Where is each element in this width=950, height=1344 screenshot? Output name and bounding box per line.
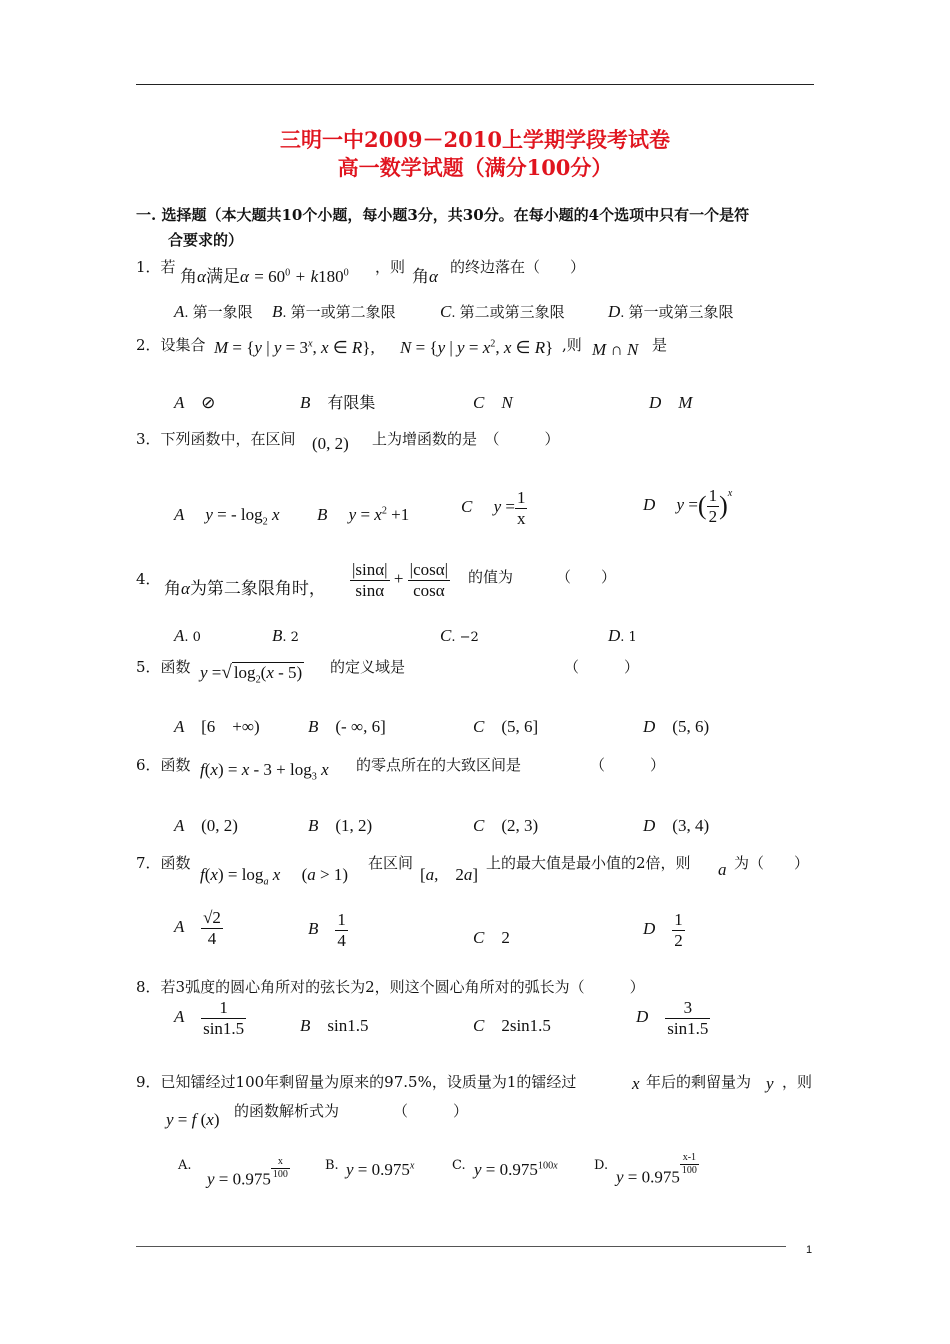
q4-post: 的值为 — [468, 568, 514, 586]
option-label: B — [272, 626, 283, 645]
q4-option-c: C. −2 — [440, 626, 479, 645]
option-label: B — [308, 816, 319, 835]
q9-option-a — [178, 1158, 192, 1173]
q7-interval: [a, 2a] — [420, 865, 479, 884]
q3-post: 上为增函数的是 （ ） — [372, 430, 560, 448]
q6-option-b — [308, 811, 372, 836]
q3-option-b: B $y = x^2 +1$ — [317, 505, 410, 524]
q4-pre: 角α为第二象限角时， — [164, 579, 326, 599]
option-label: A — [174, 626, 185, 645]
exam-title: 三明一中2009－2010上学期学段考试卷 — [280, 127, 670, 152]
option-label: D. — [594, 1158, 609, 1173]
q6-option-d — [643, 811, 709, 836]
option-label: B. — [325, 1158, 339, 1173]
q6-pre: 函数 — [160, 756, 191, 774]
q6-post: 的零点所在的大致区间是 — [356, 756, 522, 774]
q5-option-b — [308, 712, 386, 737]
q5-post: 的定义域是 — [330, 658, 406, 676]
q1-mid: ，则 — [375, 258, 406, 276]
q1-condition: 角α满足$\alpha = 60^0 + k180^0$ — [180, 267, 349, 287]
option-text: (5, 6] — [501, 717, 539, 736]
q3-option-a: A y = - $\log_2 x$ — [174, 505, 280, 528]
q9-option-b-expr: $y = 0.975^x$ — [346, 1160, 415, 1179]
option-text: (- ∞, 6] — [335, 717, 386, 736]
option-label: A — [174, 1006, 185, 1026]
option-label: A — [174, 505, 185, 524]
option-text: [6 +∞) — [201, 717, 260, 736]
q2-post: 是 — [652, 336, 668, 354]
question-6 — [136, 754, 191, 775]
option-text: 第一或第二象限 — [290, 303, 396, 321]
q2-option-b — [300, 388, 375, 413]
option-text: sin1.5 — [327, 1016, 369, 1035]
option-text: 2sin1.5 — [501, 1016, 551, 1035]
q2-intersection: M ∩ N — [592, 340, 639, 359]
option-label: B — [317, 505, 328, 524]
option-label: C. — [452, 1158, 466, 1173]
option-label: A — [174, 816, 185, 835]
q2-option-c — [473, 388, 513, 413]
option-text: (2, 3) — [501, 816, 539, 835]
question-number: 3． — [136, 430, 161, 448]
q7-post: 为（ ） — [734, 854, 810, 872]
option-text: 1 — [628, 630, 637, 645]
q4-option-a: A. 0 — [174, 626, 201, 645]
q8-text: 若3弧度的圆心角所对的弦长为2，则这个圆心角所对的弧长为（ ） — [160, 978, 645, 996]
q7-variable-a: a — [718, 860, 727, 879]
q7-mid2: 上的最大值是最小值的2倍，则 — [486, 854, 691, 872]
option-text: N — [501, 393, 513, 412]
question-1 — [136, 256, 176, 277]
q3-option-c: C y = $\frac{1}{x}$ — [461, 488, 526, 528]
option-text: 2 — [290, 630, 299, 645]
q7-option-c — [473, 923, 510, 948]
q6-function: $f(x) = x - 3 + \log_3 x$ — [200, 760, 329, 783]
q6-option-c — [473, 811, 538, 836]
q8-option-a: A $\frac{1}{\sin 1.5}$ — [174, 998, 245, 1038]
option-label: A — [174, 393, 185, 412]
option-label: D — [636, 1006, 649, 1026]
q4-option-d: D. 1 — [608, 626, 637, 645]
option-label: C — [473, 393, 485, 412]
q1-option-d: D. 第一或第三象限 — [608, 302, 734, 321]
q9-option-d — [594, 1158, 608, 1173]
page-number: 1 — [806, 1244, 813, 1256]
option-text: 第一或第三象限 — [628, 303, 734, 321]
option-text: (0, 2) — [201, 816, 238, 835]
q5-option-d — [643, 712, 709, 737]
q6-paren: （ ） — [590, 756, 666, 774]
option-text: 有限集 — [327, 393, 376, 412]
option-label: B — [308, 717, 319, 736]
q7-option-d: D $\frac{1}{2}$ — [643, 910, 683, 950]
option-text: 第二或第三象限 — [459, 303, 565, 321]
option-label: A — [174, 717, 185, 736]
option-label: D — [643, 816, 656, 835]
q2-set-n: N = {y | $y = x^2$, x ∈ R} — [400, 338, 554, 357]
option-label: D — [649, 393, 662, 412]
option-text: −2 — [459, 630, 479, 645]
question-5 — [136, 656, 191, 677]
option-label: B — [300, 1016, 311, 1035]
option-text: (5, 6) — [672, 717, 710, 736]
q7-option-a: A $\frac{√2}{4}$ — [174, 908, 221, 948]
question-number: 9． — [136, 1073, 161, 1091]
option-text: (3, 4) — [672, 816, 710, 835]
q9-line2-post: 的函数解析式为 — [234, 1102, 340, 1120]
option-text: ⊘ — [201, 393, 216, 412]
q9-option-c-expr: $y = 0.975^{100x}$ — [474, 1160, 558, 1179]
q8-option-b — [300, 1011, 368, 1036]
question-8 — [136, 976, 645, 997]
question-number: 4． — [136, 570, 161, 588]
q2-mid: ,则 — [562, 336, 582, 354]
q9-text-b: 年后的剩留量为 — [646, 1073, 752, 1091]
q9-text-a: 已知镭经过100年剩留量为原来的97.5%，设质量为1的镭经过 — [160, 1073, 577, 1091]
q2-set-m: M = {y | $y = 3^x$, x ∈ R}, — [214, 338, 375, 357]
option-label: B — [300, 393, 311, 412]
q7-mid: 在区间 — [368, 854, 414, 872]
q1-pre: 若 — [160, 258, 176, 276]
option-label: B — [308, 918, 319, 938]
q5-option-a — [174, 712, 260, 737]
option-label: C — [473, 928, 485, 947]
q5-pre: 函数 — [160, 658, 191, 676]
q9-function: y = f (x) — [166, 1110, 220, 1129]
option-text: M — [678, 393, 693, 412]
question-3 — [136, 428, 296, 449]
question-number: 6． — [136, 756, 161, 774]
question-number: 8． — [136, 978, 161, 996]
option-label: D — [643, 918, 656, 938]
q9-paren: （ ） — [393, 1102, 469, 1120]
question-number: 7． — [136, 854, 161, 872]
option-label: C — [461, 496, 473, 516]
section-heading: 一. 选择题（本大题共10个小题，每小题3分，共30分。在每小题的4个选项中只有一个是符 — [136, 206, 750, 224]
question-7 — [136, 852, 191, 873]
q9-variable-x: x — [632, 1074, 640, 1093]
q1-post: 的终边落在（ ） — [450, 258, 586, 276]
question-number: 1． — [136, 258, 161, 276]
option-label: D — [608, 626, 621, 645]
option-label: C — [440, 626, 452, 645]
q5-paren: （ ） — [564, 658, 640, 676]
q9-option-b — [325, 1158, 339, 1173]
option-label: A — [174, 916, 185, 936]
question-4 — [136, 568, 161, 589]
q8-option-c — [473, 1011, 551, 1036]
q4-option-b: B. 2 — [272, 626, 299, 645]
q2-pre: 设集合 — [160, 336, 206, 354]
q7-pre: 函数 — [160, 854, 191, 872]
q1-angle: 角α — [412, 267, 438, 287]
option-label: C — [473, 717, 485, 736]
q9-option-c — [452, 1158, 466, 1173]
q7-option-b: B $\frac{1}{4}$ — [308, 910, 346, 950]
exam-subtitle: 高一数学试题（满分100分） — [337, 155, 613, 180]
q2-option-a — [174, 388, 215, 413]
footer-rule — [136, 1246, 786, 1247]
q1-option-a: A. 第一象限 — [174, 302, 253, 321]
option-text: 0 — [192, 630, 201, 645]
option-text: (1, 2) — [335, 816, 373, 835]
q1-option-b: B. 第一或第二象限 — [272, 302, 396, 321]
q3-option-d: D y =( $\frac{1}{2}$ )$^x$ — [643, 486, 733, 526]
option-label: A. — [178, 1158, 192, 1173]
option-label: C — [473, 816, 485, 835]
question-9 — [136, 1071, 576, 1092]
q8-option-d: D $\frac{3}{\sin 1.5}$ — [636, 998, 709, 1038]
option-label: D — [643, 494, 656, 514]
q9-option-a-expr: y = 0.975 $^{\frac{x}{100}}$ — [207, 1156, 288, 1189]
q5-function: y =√ $\log_2(x - 5)$ — [200, 662, 303, 686]
q3-pre: 下列函数中，在区间 — [160, 430, 296, 448]
question-2 — [136, 334, 206, 355]
q7-function: $f(x) = \log_a x$ (a > 1) — [200, 865, 348, 888]
option-label: C — [440, 302, 452, 321]
option-label: B — [272, 302, 283, 321]
option-label: D — [643, 717, 656, 736]
q9-variable-y: y — [766, 1074, 774, 1093]
q9-text-c: ，则 — [782, 1073, 813, 1091]
section-heading-cont: 合要求的） — [168, 231, 244, 249]
option-text: 第一象限 — [192, 303, 253, 321]
option-text: 2 — [501, 928, 510, 947]
header-rule — [136, 84, 814, 85]
q6-option-a — [174, 811, 238, 836]
option-label: C — [473, 1016, 485, 1035]
q5-option-c — [473, 712, 538, 737]
q2-option-d — [649, 388, 692, 413]
option-label: D — [608, 302, 621, 321]
q3-interval: (0, 2) — [312, 434, 349, 453]
q4-paren: （ ） — [556, 568, 617, 586]
question-number: 2． — [136, 336, 161, 354]
option-label: A — [174, 302, 185, 321]
question-number: 5． — [136, 658, 161, 676]
q4-expression: $\frac{|\sin\alpha|}{\sin\alpha}$ + $\frac{|\cos\alpha|}{\cos\alpha}$ — [352, 560, 449, 600]
q9-option-d-expr: y = 0.975 $^{\frac{x-1}{100}}$ — [616, 1152, 697, 1187]
q1-option-c: C. 第二或第三象限 — [440, 302, 565, 321]
